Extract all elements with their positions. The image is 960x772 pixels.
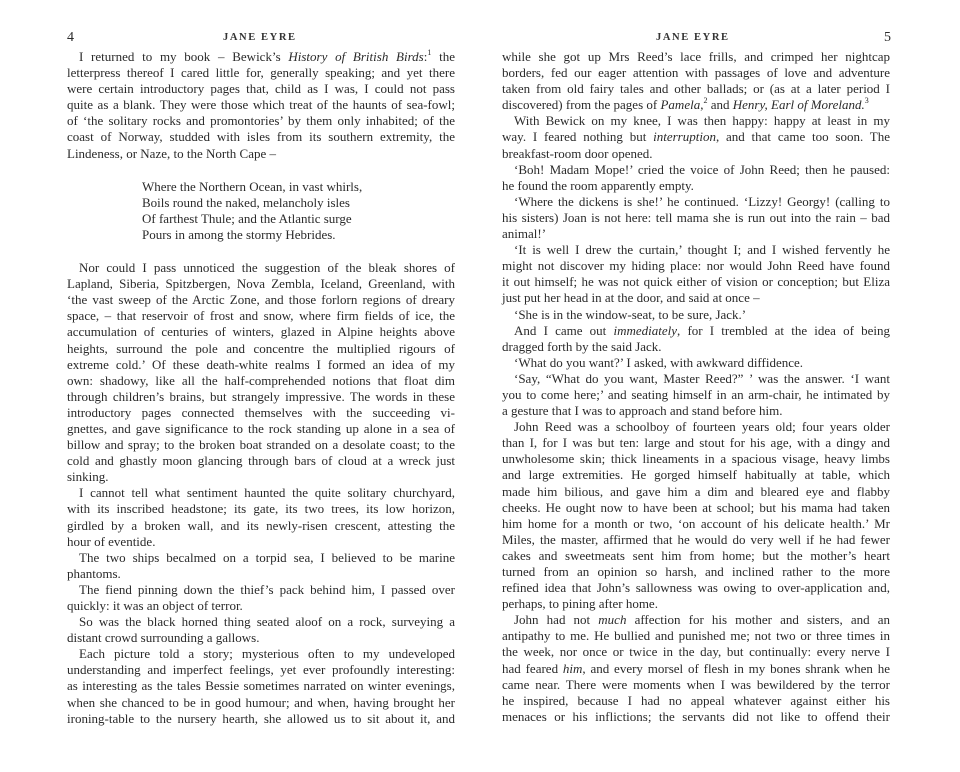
paragraph xyxy=(67,485,455,549)
text-run: when she chanced to be in good humour; and when, having brought her xyxy=(67,694,455,710)
paragraph xyxy=(67,614,455,646)
text-line xyxy=(502,387,890,403)
text-run: had feared xyxy=(502,660,563,676)
text-run: the week, nor once or twice in the day, but continually: every nerve I xyxy=(502,644,890,660)
text-line xyxy=(142,227,455,243)
text-line xyxy=(67,453,455,469)
text-run: the xyxy=(431,49,455,64)
paragraph xyxy=(67,646,455,726)
text-line xyxy=(67,389,455,405)
text-line xyxy=(142,195,455,211)
footnote-marker[interactable]: 1 xyxy=(427,48,432,57)
text-run: letterpress thereof I cared little for, generally speaking; and yet there xyxy=(67,65,455,81)
text-line xyxy=(502,178,890,194)
text-run: phantoms. xyxy=(67,565,121,581)
text-run: own: shadowy, like all the half-comprehended notions that float dim xyxy=(67,372,455,388)
text-run: him home for a month or two, ‘on account of his delicate health.’ Mr xyxy=(502,515,890,531)
text-run: unwholesome skin; thick lineaments in a spacious visage, heavy limbs xyxy=(502,451,890,467)
text-line xyxy=(502,242,890,258)
text-run: of ‘the solitary rocks and promontories’ by them only inhabited; of the xyxy=(67,113,455,129)
text-run: ‘Say, “What do you want, Master Reed?” ’ was the answer. ‘I want xyxy=(514,370,890,386)
paragraph xyxy=(67,49,455,162)
text-run: heights, surround the pole and concentre the multiplied rigours of xyxy=(67,340,455,356)
text-run: , xyxy=(700,97,704,113)
text-line xyxy=(67,614,455,630)
text-run: extreme cold.’ Of these death-white realms I formed an idea of my xyxy=(67,356,455,372)
text-run: animal!’ xyxy=(502,226,547,242)
text-line xyxy=(502,339,890,355)
text-run: discovered) from the pages of xyxy=(502,97,661,113)
text-line xyxy=(67,662,455,678)
text-line xyxy=(502,548,890,564)
text-run: affection for his mother and sisters, and an xyxy=(626,612,890,628)
text-line xyxy=(502,596,890,612)
text-line xyxy=(502,564,890,580)
text-run: understanding and imperfect feelings, yet ever profoundly interesting: xyxy=(67,662,455,678)
italic-text: interruption xyxy=(653,129,716,145)
text-run: Each picture told a story; mysterious often to my undeveloped xyxy=(79,646,455,662)
text-line xyxy=(502,323,890,339)
text-line xyxy=(67,324,455,340)
text-line xyxy=(67,276,455,292)
text-line xyxy=(67,357,455,373)
paragraph xyxy=(67,582,455,614)
text-line xyxy=(67,341,455,357)
text-line xyxy=(67,129,455,145)
text-run: girdled by a broken wall, and its newly-risen crescent, attesting the xyxy=(67,517,455,533)
text-run: menaces or his inflictions; the servants did not like to offend their xyxy=(502,708,890,724)
paragraph xyxy=(502,612,890,725)
text-line xyxy=(502,612,890,628)
text-run: made him bilious, and gave him a dim and bleared eye and flabby xyxy=(502,483,890,499)
text-run: Of farthest Thule; and the Atlantic surge xyxy=(142,210,352,226)
text-line xyxy=(502,65,890,81)
text-run: introductory pages connected themselves with the succeeding vi- xyxy=(67,404,455,420)
text-line xyxy=(67,469,455,485)
text-line xyxy=(142,211,455,227)
text-run: ‘It is well I drew the curtain,’ thought I; and I wished fervently he xyxy=(514,242,890,258)
text-run: through children’s brains, but strangely impressive. The words in these xyxy=(67,388,455,404)
italic-text: immediately xyxy=(613,322,678,338)
text-line xyxy=(502,516,890,532)
text-line xyxy=(502,644,890,660)
page-number: 4 xyxy=(67,30,74,45)
text-run: came near. There were moments when I was bewildered by the terror xyxy=(502,676,890,692)
paragraph xyxy=(502,242,890,306)
text-line xyxy=(67,695,455,711)
text-line xyxy=(502,194,890,210)
text-run: than I, for I was but ten: large and stout for his age, with a dingy and xyxy=(502,435,890,451)
text-line xyxy=(502,355,890,371)
text-run: And I came out xyxy=(514,322,614,338)
text-run: a gesture that I was to approach and stand before him. xyxy=(502,403,783,419)
paragraph xyxy=(502,113,890,161)
text-line xyxy=(502,307,890,323)
text-line xyxy=(502,129,890,145)
text-run: The two ships becalmed on a torpid sea, I believed to be marine xyxy=(79,549,455,565)
text-run: , and every morsel of flesh in my bones shrank when he xyxy=(582,660,890,676)
text-run: sinking. xyxy=(67,469,109,485)
italic-text: History of British Birds xyxy=(288,49,424,64)
text-run: Lindeness, or Naze, to the North Cape – xyxy=(67,145,277,161)
text-run: quite as a blank. They were those which treat of the haunts of sea-fowl; xyxy=(67,97,455,113)
text-run: while she got up Mrs Reed’s lace frills, and crimped her nightcap xyxy=(502,49,890,64)
text-run: with its inscribed headstone; its gate, its two trees, its low horizon, xyxy=(67,501,455,517)
text-run: So was the black horned thing seated aloof on a rock, surveying a xyxy=(79,614,455,630)
text-line xyxy=(67,598,455,614)
text-run: , and that came too soon. The xyxy=(715,129,890,145)
text-run: The fiend pinning down the thief’s pack behind him, I passed over xyxy=(79,581,455,597)
text-run: , for I trembled at the idea of being xyxy=(677,322,890,338)
text-run: ‘She is in the window-seat, to be sure, Jack.’ xyxy=(514,306,747,322)
text-line xyxy=(502,371,890,387)
paragraph xyxy=(67,550,455,582)
text-line xyxy=(67,49,455,65)
text-run: antipathy to me. He bullied and punished me; not two or three times in xyxy=(502,628,890,644)
text-run: cakes and sweetmeats sent him from home; but the mother’s heart xyxy=(502,547,890,563)
text-line xyxy=(67,566,455,582)
text-line xyxy=(502,661,890,677)
italic-text: much xyxy=(598,612,627,628)
page-number: 5 xyxy=(884,30,891,45)
paragraph xyxy=(502,323,890,355)
text-run: coast of Norway, studded with isles from its southern extremity, the xyxy=(67,129,455,145)
text-line xyxy=(67,308,455,324)
footnote-marker[interactable]: 2 xyxy=(703,96,708,106)
page-body xyxy=(502,49,890,725)
text-run: way. I feared nothing but xyxy=(502,129,654,145)
paragraph xyxy=(67,260,455,485)
text-line xyxy=(67,405,455,421)
text-run: John had not xyxy=(514,612,599,628)
text-run: John Reed was a schoolboy of fourteen years old; four years older xyxy=(514,419,890,435)
text-run: ‘Boh! Madam Mope!’ cried the voice of John Reed; then he paused: xyxy=(514,161,890,177)
text-line xyxy=(502,113,890,129)
text-line xyxy=(67,437,455,453)
text-line xyxy=(502,693,890,709)
verse-quotation xyxy=(142,179,455,243)
text-run: Lapland, Siberia, Spitzbergen, Nova Zembla, Iceland, Greenland, with xyxy=(67,276,455,292)
text-line xyxy=(502,435,890,451)
text-run: cheeks. He ought now to have been at school; but his mama had taken xyxy=(502,499,890,515)
text-line xyxy=(142,179,455,195)
text-line xyxy=(502,49,890,65)
text-line xyxy=(67,65,455,81)
text-line xyxy=(67,582,455,598)
text-line xyxy=(502,500,890,516)
text-line xyxy=(67,260,455,276)
text-run: his sisters) Joan is not here: tell mama she is run out into the rain – bad xyxy=(502,209,890,225)
text-line xyxy=(67,678,455,694)
text-line xyxy=(502,709,890,725)
text-run: borders, fed our eager attention with passages of love and adventure xyxy=(502,65,890,81)
text-run: ‘What do you want?’ I asked, with awkward diffidence. xyxy=(514,354,804,370)
text-run: Miles, the master, affirmed that he would do very well if he had fewer xyxy=(502,531,890,547)
running-head: JANE EYRE xyxy=(656,32,730,43)
text-run: accumulation of centuries of winters, glazed in Alpine heights above xyxy=(67,324,455,340)
text-run: breakfast-room door opened. xyxy=(502,145,653,161)
text-run: I returned to my book – Bewick’s xyxy=(79,49,289,64)
text-line xyxy=(502,146,890,162)
text-line xyxy=(67,97,455,113)
text-run: and xyxy=(707,97,733,113)
text-line xyxy=(502,532,890,548)
text-run: just put her head in at the door, and said at once – xyxy=(502,290,760,306)
text-line xyxy=(502,258,890,274)
text-run: With Bewick on my knee, I was then happy: happy at least in my xyxy=(514,113,890,129)
footnote-marker[interactable]: 3 xyxy=(864,96,869,106)
text-run: quickly: it was an object of terror. xyxy=(67,598,243,613)
text-line xyxy=(67,373,455,389)
italic-text: Pamela xyxy=(660,97,701,113)
italic-text: Henry, Earl of Moreland. xyxy=(732,97,865,113)
text-run: cold and ghastly moon glancing through bars of cloud at a wreck just xyxy=(67,453,455,469)
text-line xyxy=(67,711,455,727)
italic-text: him xyxy=(562,660,583,676)
text-run: turned from an opinion so harsh, and inclined rather to the more xyxy=(502,564,890,579)
text-line xyxy=(67,501,455,517)
text-run: Nor could I pass unnoticed the suggestion of the bleak shores of xyxy=(79,260,455,276)
text-line xyxy=(502,580,890,596)
text-run: distant crowd surrounding a gallows. xyxy=(67,630,260,646)
paragraph xyxy=(502,371,890,419)
text-line xyxy=(67,292,455,308)
text-line xyxy=(67,630,455,646)
text-line xyxy=(67,534,455,550)
text-line xyxy=(67,550,455,566)
text-line xyxy=(502,403,890,419)
text-run: were certain introductory pages that, child as I was, I could not pass xyxy=(67,81,455,97)
text-line xyxy=(67,518,455,534)
text-run: gnettes, and gave significance to the rock standing up alone in a sea of xyxy=(67,420,455,436)
text-line xyxy=(502,484,890,500)
text-run: : xyxy=(423,49,428,64)
text-line xyxy=(67,146,455,162)
text-line xyxy=(502,419,890,435)
text-run: ‘the vast sweep of the Arctic Zone, and those forlorn regions of dreary xyxy=(67,292,455,308)
text-line xyxy=(502,162,890,178)
text-run: dragged forth by the said Jack. xyxy=(502,338,662,354)
text-line xyxy=(67,485,455,501)
text-line xyxy=(502,467,890,483)
text-run: you to come here;’ and seating himself in an arm-chair, he intimated by xyxy=(502,386,890,402)
text-run: I cannot tell what sentiment haunted the quite solitary churchyard, xyxy=(79,485,455,501)
text-run: he inspired, because I had no appeal whatever against either his xyxy=(502,692,890,708)
paragraph xyxy=(502,307,890,323)
text-line xyxy=(502,290,890,306)
paragraph xyxy=(502,419,890,612)
text-run: refined idea that John’s sallowness was owing to over-application and, xyxy=(502,580,890,596)
text-run: perhaps, to pining after home. xyxy=(502,596,658,612)
text-run: space, – that reservoir of frost and snow, where firm fields of ice, the xyxy=(67,308,455,324)
text-line xyxy=(502,97,890,113)
text-run: hour of eventide. xyxy=(67,533,156,549)
text-line xyxy=(502,628,890,644)
text-line xyxy=(502,677,890,693)
text-run: might not discover my hiding place: nor would John Reed have found xyxy=(502,258,890,274)
text-line xyxy=(67,113,455,129)
text-line xyxy=(502,210,890,226)
text-run: and large extremities. He gorged himself habitually at table, which xyxy=(502,467,890,483)
paragraph xyxy=(502,194,890,242)
text-line xyxy=(67,421,455,437)
text-run: taken from old fairy tales and other ballads; or (as at a later period I xyxy=(502,81,890,97)
text-line xyxy=(67,646,455,662)
text-run: as interesting as the tales Bessie sometimes narrated on winter evenings, xyxy=(67,678,455,694)
text-line xyxy=(502,451,890,467)
text-line xyxy=(502,226,890,242)
text-run: he found the room apparently empty. xyxy=(502,177,694,193)
paragraph xyxy=(502,49,890,113)
text-run: it out himself; he was not quick either of vision or conception; but Eliza xyxy=(502,274,890,290)
right-page xyxy=(480,0,960,772)
text-run: Boils round the naked, melancholy isles xyxy=(142,194,350,210)
paragraph xyxy=(502,355,890,371)
text-line xyxy=(502,81,890,97)
text-run: ironing-table to the nursery hearth, she allowed us to sit about it, and xyxy=(67,710,455,726)
running-head: JANE EYRE xyxy=(223,32,297,43)
text-line xyxy=(67,81,455,97)
text-run: Pours in among the stormy Hebrides. xyxy=(142,226,336,242)
text-run: Where the Northern Ocean, in vast whirls, xyxy=(142,178,363,194)
text-line xyxy=(502,274,890,290)
page-body xyxy=(67,49,455,727)
text-run: billow and spray; to the broken boat stranded on a desolate coast; to the xyxy=(67,437,455,453)
paragraph xyxy=(502,162,890,194)
text-run: ‘Where the dickens is she!’ he continued. ‘Lizzy! Georgy! (calling to xyxy=(514,193,890,209)
